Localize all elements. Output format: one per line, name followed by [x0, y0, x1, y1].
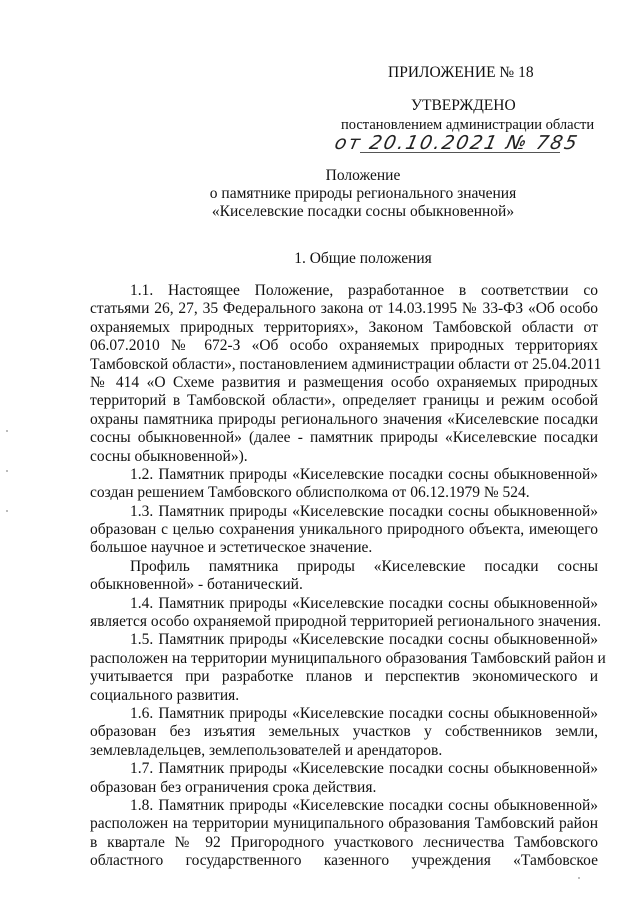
text-line: расположен на территории муниципального образования Тамбовский район и	[90, 649, 606, 667]
text-line: Профиль памятника природы «Киселевские посадки сосны	[130, 557, 598, 575]
scan-speck	[6, 510, 8, 512]
scan-speck	[6, 430, 8, 432]
text-line: охраны памятника природы регионального значения «Киселевские посадки	[90, 410, 598, 428]
text-line: в квартале № 92 Пригородного участкового лесничества Тамбовского	[90, 833, 598, 851]
text-line: образован без ограничения срока действия.	[90, 778, 377, 796]
text-line: 1.8. Памятник природы «Киселевские посадки сосны обыкновенной»	[130, 796, 598, 814]
text-line: 1.6. Памятник природы «Киселевские посадки сосны обыкновенной»	[130, 704, 598, 722]
doc-object-name: «Киселевские посадки сосны обыкновенной»	[211, 203, 515, 220]
text-line: 1.5. Памятник природы «Киселевские посадки сосны обыкновенной»	[130, 631, 598, 649]
text-line: сосны обыкновенной»).	[90, 447, 248, 465]
scan-speck	[578, 877, 580, 879]
section-heading: 1. Общие положения	[294, 250, 432, 267]
doc-subtitle: о памятнике природы регионального значения	[209, 185, 517, 202]
text-line: Тамбовской области», постановлением администрации области от 25.04.2011	[90, 355, 602, 373]
annex-number: ПРИЛОЖЕНИЕ № 18	[388, 64, 534, 81]
text-line: образован с целью сохранения уникального природного объекта, имеющего	[90, 521, 598, 539]
text-line: статьями 26, 27, 35 Федерального закона от 14.03.1995 № 33-ФЗ «Об особо	[90, 300, 598, 318]
text-line: 06.07.2010 № 672-З «Об особо охраняемых природных территориях	[90, 337, 598, 355]
text-line: территорий в Тамбовской области», определяет границы и режим особой	[90, 392, 598, 410]
text-line: 1.2. Памятник природы «Киселевские посадки сосны обыкновенной»	[130, 465, 598, 483]
text-line: сосны обыкновенной» (далее - памятник природы «Киселевские посадки	[90, 429, 598, 447]
body-text	[90, 282, 606, 871]
text-line: землевладельцев, землепользователей и арендаторов.	[90, 741, 443, 759]
signature-line	[360, 152, 560, 153]
decree-reference: постановлением администрации области	[341, 117, 595, 133]
text-line: № 414 «О Схеме развития и размещения особо охраняемых природных	[90, 373, 598, 391]
text-line: является особо охраняемой природной территорией регионального значения.	[90, 613, 601, 631]
text-line: социального развития.	[90, 686, 240, 704]
text-line: охраняемых природных территориях», Законом Тамбовской области от	[90, 318, 598, 336]
text-line: большое научное и эстетическое значение.	[90, 539, 373, 557]
text-line: учитывается при разработке планов и перспектив экономического и	[90, 668, 598, 686]
handwritten-date-number: от 20.10.2021 № 785	[332, 132, 581, 154]
text-line: 1.3. Памятник природы «Киселевские посадки сосны обыкновенной»	[130, 502, 598, 520]
doc-title: Положение	[325, 167, 401, 184]
text-line: 1.4. Памятник природы «Киселевские посадки сосны обыкновенной»	[130, 594, 598, 612]
scan-speck	[6, 470, 8, 472]
text-line: создан решением Тамбовского облисполкома от 06.12.1979 № 524.	[90, 484, 530, 502]
approved-stamp: УТВЕРЖДЕНО	[411, 97, 516, 114]
text-line: образован без изъятия земельных участков у собственников земли,	[90, 723, 598, 741]
text-line: расположен на территории муниципального образования Тамбовский район	[90, 815, 598, 833]
text-line: областного государственного казенного учреждения «Тамбовское	[90, 852, 598, 870]
text-line: 1.7. Памятник природы «Киселевские посадки сосны обыкновенной»	[130, 760, 598, 778]
text-line: обыкновенной» - ботанический.	[90, 576, 303, 594]
text-line: 1.1. Настоящее Положение, разработанное в соответствии со	[130, 282, 598, 299]
